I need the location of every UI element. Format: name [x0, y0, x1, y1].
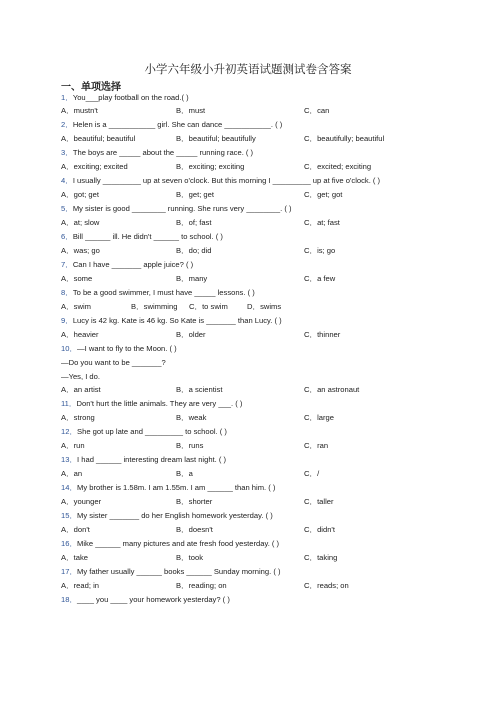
- page-title: 小学六年级小升初英语试题测试卷含答案: [144, 62, 352, 76]
- options-row: [61, 244, 441, 257]
- answer-option[interactable]: C．to swim: [189, 301, 228, 311]
- answer-option[interactable]: B．older: [176, 329, 206, 339]
- question-text: [61, 481, 441, 494]
- question-stem: —Yes, I do.: [61, 371, 100, 381]
- answer-option[interactable]: C．taking: [304, 552, 338, 562]
- question-number: 15．: [61, 511, 78, 520]
- answer-option[interactable]: A．an artist: [61, 385, 101, 395]
- answer-option[interactable]: C．ran: [304, 441, 329, 451]
- options-row: [61, 160, 441, 173]
- answer-option[interactable]: C．get; got: [304, 190, 343, 200]
- answer-option[interactable]: C．an astronaut: [304, 385, 360, 395]
- answer-option[interactable]: B．a: [176, 469, 193, 479]
- question-stem: My sister _______ do her English homework yesterday. ( ): [77, 511, 273, 520]
- question-number: 8．: [61, 287, 73, 297]
- question-text: [61, 356, 441, 369]
- answer-option[interactable]: A．swim: [61, 301, 91, 311]
- answer-option[interactable]: A．younger: [61, 497, 102, 507]
- question-text: [61, 509, 441, 522]
- question-stem: My father usually ______ books ______ Sunday morning. ( ): [77, 566, 281, 576]
- answer-option[interactable]: A．an: [61, 469, 83, 479]
- question-stem: Lucy is 42 kg. Kate is 46 kg. So Kate is _______ than Lucy. ( ): [72, 315, 282, 325]
- question-text: [61, 118, 441, 131]
- answer-option[interactable]: B．of; fast: [176, 218, 212, 228]
- question-text: [61, 258, 441, 271]
- question-stem: ____ you ____ your homework yesterday? ( ): [77, 594, 230, 604]
- options-row: [61, 104, 441, 117]
- question-text: [61, 91, 441, 104]
- answer-option[interactable]: C．beautifully; beautiful: [304, 134, 385, 144]
- question-stem: My brother is 1.58m. I am 1.55m. I am ______ than him. ( ): [77, 483, 276, 493]
- options-row: [61, 523, 441, 536]
- question-number: 14．: [61, 483, 78, 493]
- question-number: 3．: [61, 148, 73, 158]
- question-number: 4．: [61, 176, 73, 186]
- question-text: [61, 174, 441, 187]
- options-row: [61, 272, 441, 285]
- question-stem: Helen is a ___________ girl. She can dance ___________. ( ): [72, 120, 283, 130]
- question-stem: Mike ______ many pictures and ate fresh food yesterday. ( ): [77, 538, 280, 548]
- question-stem: She got up late and _________ to school. ( ): [77, 427, 227, 437]
- options-row: [61, 439, 441, 452]
- options-row: [61, 216, 441, 229]
- question-text: [61, 537, 441, 550]
- answer-option[interactable]: B．beautiful; beautifully: [176, 134, 256, 144]
- answer-option[interactable]: A．beautiful; beautiful: [61, 134, 136, 144]
- question-number: 2．: [61, 120, 73, 130]
- question-number: 10．: [61, 343, 78, 353]
- options-row: [61, 300, 441, 313]
- question-text: [61, 342, 441, 355]
- question-number: 18．: [61, 594, 78, 604]
- question-text: [61, 230, 441, 243]
- question-number: 17．: [61, 566, 78, 576]
- answer-option[interactable]: B．must: [176, 106, 206, 116]
- answer-option[interactable]: B．swimming: [131, 301, 178, 311]
- answer-option[interactable]: D．swims: [247, 301, 282, 311]
- answer-option[interactable]: C．thinner: [304, 329, 341, 339]
- options-row: [61, 467, 441, 480]
- answer-option[interactable]: B．reading; on: [176, 580, 227, 590]
- question-stem: —I want to fly to the Moon. ( ): [77, 343, 177, 353]
- section-heading: 一、单项选择: [61, 82, 121, 93]
- question-number: 9．: [61, 315, 73, 325]
- answer-option[interactable]: C．didn't: [304, 524, 335, 534]
- options-row: [61, 579, 441, 592]
- question-stem: Can I have _______ apple juice? ( ): [72, 259, 194, 269]
- answer-option[interactable]: A．some: [61, 273, 93, 283]
- options-row: [61, 495, 441, 508]
- question-text: [61, 370, 441, 383]
- question-text: [61, 593, 441, 606]
- answer-option[interactable]: B．get; get: [176, 190, 214, 200]
- answer-option[interactable]: B．many: [176, 273, 208, 283]
- question-stem: I usually _________ up at seven o'clock. But this morning I _________ up at five o'clock. ( ): [72, 176, 381, 186]
- options-row: [61, 328, 441, 341]
- question-stem: I had ______ interesting dream last night. ( ): [77, 455, 227, 465]
- question-stem: —Do you want to be _______?: [61, 357, 166, 367]
- answer-option[interactable]: A．heavier: [61, 329, 99, 339]
- answer-option[interactable]: A．don't: [61, 524, 90, 534]
- answer-option[interactable]: A．strong: [61, 413, 95, 423]
- options-row: [61, 132, 441, 145]
- question-number: 6．: [61, 232, 73, 241]
- answer-option[interactable]: A．exciting; excited: [61, 162, 128, 172]
- answer-option[interactable]: C．/: [304, 469, 320, 479]
- question-text: [61, 453, 441, 466]
- answer-option[interactable]: A．mustn't: [61, 106, 98, 116]
- answer-option[interactable]: B．runs: [176, 441, 204, 451]
- question-text: [61, 146, 441, 159]
- options-row: [61, 551, 441, 564]
- answer-option[interactable]: C．is; go: [304, 245, 336, 255]
- answer-option[interactable]: A．got; get: [61, 190, 99, 200]
- answer-option[interactable]: A．was; go: [61, 245, 100, 255]
- answer-option[interactable]: C．at; fast: [304, 218, 340, 228]
- question-number: 12．: [61, 427, 78, 437]
- answer-option[interactable]: A．at; slow: [61, 218, 100, 228]
- question-stem: You___play football on the road.( ): [72, 92, 189, 102]
- question-text: [61, 425, 441, 438]
- question-text: [61, 286, 441, 299]
- question-stem: Bill ______ ill. He didn't ______ to school. ( ): [72, 232, 223, 241]
- question-number: 13．: [61, 455, 78, 465]
- options-row: [61, 411, 441, 424]
- answer-option[interactable]: B．doesn't: [176, 524, 213, 534]
- question-text: [61, 202, 441, 215]
- question-number: 1．: [61, 92, 73, 102]
- answer-option[interactable]: B．do; did: [176, 245, 212, 255]
- question-number: 7．: [61, 259, 73, 269]
- question-text: [61, 314, 441, 327]
- answer-option[interactable]: C．can: [304, 106, 330, 116]
- options-row: [61, 383, 441, 396]
- question-stem: The boys are _____ about the _____ running race. ( ): [72, 148, 254, 158]
- answer-option[interactable]: A．take: [61, 552, 89, 562]
- question-stem: Don't hurt the little animals. They are very ___. ( ): [76, 399, 243, 409]
- question-text: [61, 565, 441, 578]
- answer-option[interactable]: B．exciting; exciting: [176, 162, 245, 172]
- answer-option[interactable]: B．shorter: [176, 497, 213, 507]
- question-stem: My sister is good ________ running. She runs very ________. ( ): [72, 204, 292, 214]
- answer-option[interactable]: C．taller: [304, 497, 334, 507]
- question-number: 16．: [61, 538, 78, 548]
- answer-option[interactable]: B．a scientist: [176, 385, 223, 395]
- question-stem: To be a good swimmer, I must have _____ lessons. ( ): [72, 287, 255, 297]
- options-row: [61, 188, 441, 201]
- answer-option[interactable]: B．took: [176, 552, 204, 562]
- answer-option[interactable]: C．reads; on: [304, 580, 349, 590]
- question-number: 5．: [61, 204, 73, 214]
- question-text: [61, 397, 441, 410]
- answer-option[interactable]: C．large: [304, 413, 334, 423]
- answer-option[interactable]: C．a few: [304, 273, 336, 283]
- answer-option[interactable]: A．run: [61, 441, 85, 451]
- answer-option[interactable]: B．weak: [176, 413, 207, 423]
- answer-option[interactable]: C．excited; exciting: [304, 162, 372, 172]
- answer-option[interactable]: A．read; in: [61, 580, 99, 590]
- question-number: 11．: [61, 399, 77, 409]
